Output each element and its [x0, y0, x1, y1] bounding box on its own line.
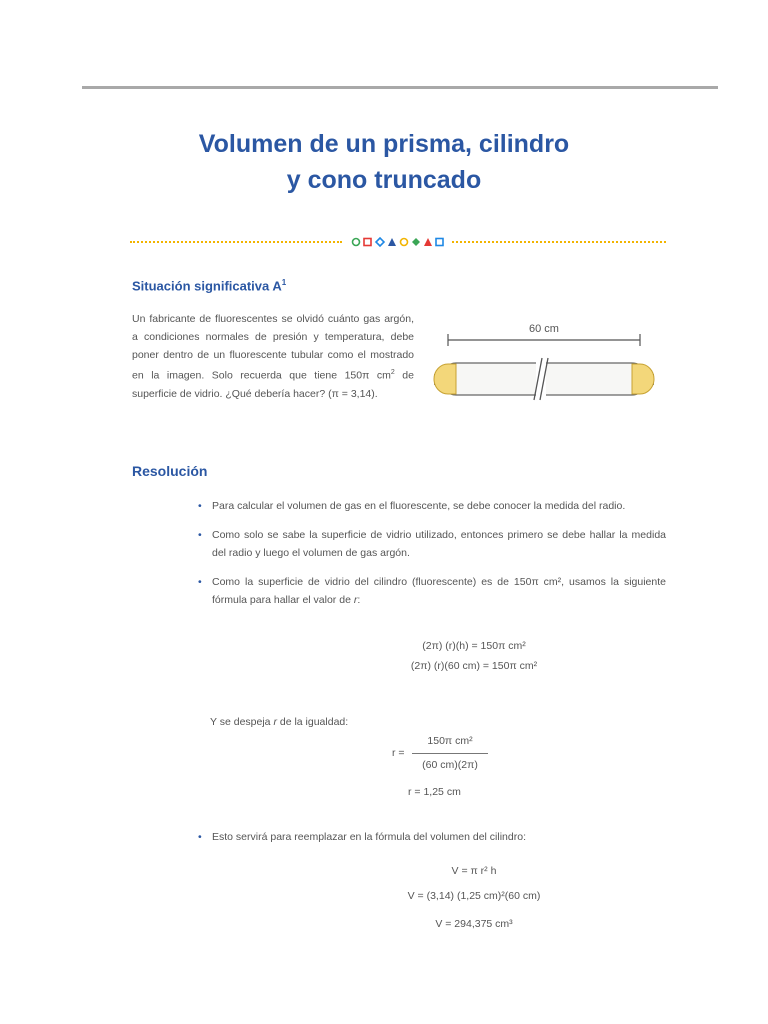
- tube-cap-left: [434, 364, 456, 394]
- fraction-denominator: (60 cm)(2π): [422, 759, 478, 771]
- radius-fraction: [392, 735, 492, 775]
- circle-icon: [353, 239, 360, 246]
- tube-cap-right: [632, 364, 654, 394]
- situacion-heading: [132, 278, 286, 293]
- decorative-shapes: [350, 236, 446, 248]
- diamond-icon: [376, 238, 384, 246]
- fluorescent-tube-figure: [428, 318, 658, 408]
- list-item: • Como solo se sabe la superficie de vidrio utilizado, entonces primero se debe hallar la medida del radio y luego el volumen de gas argón.: [196, 526, 666, 562]
- despeja-text: Y se despeja: [210, 716, 274, 728]
- bullet3-text: Como la superficie de vidrio del cilindro (fluorescente) es de 150π cm², usamos la siguiente fórmula para hallar el valor de: [212, 576, 666, 606]
- situacion-text-sup: 2: [390, 369, 395, 376]
- volume-result: V = 294,375 cm³: [435, 918, 513, 930]
- list-item: • Para calcular el volumen de gas en el fluorescente, se debe conocer la medida del radio.: [196, 497, 666, 515]
- situacion-paragraph: [132, 310, 414, 403]
- square-icon: [364, 239, 371, 246]
- dotted-line-left: [130, 241, 342, 243]
- top-rule: [82, 86, 718, 89]
- bullet3-end: :: [357, 594, 361, 606]
- square-icon: [436, 239, 443, 246]
- equation-1: (2π) (r)(h) = 150π cm²: [422, 640, 526, 652]
- title-line-2: y cono truncado: [286, 166, 482, 194]
- triangle-icon: [388, 238, 396, 246]
- fraction-numerator: 150π cm²: [427, 735, 473, 747]
- section-divider: [130, 236, 666, 248]
- fraction-lhs: r =: [392, 747, 405, 759]
- dimension-label: 60 cm: [529, 323, 559, 335]
- fraction-bar: [412, 753, 488, 754]
- volume-formula: V = π r² h: [451, 865, 497, 877]
- title-line-1: Volumen de un prisma, cilindro: [198, 130, 570, 158]
- volume-substitution: V = (3,14) (1,25 cm)²(60 cm): [407, 890, 541, 902]
- resolucion-heading: Resolución: [132, 463, 208, 479]
- circle-icon: [401, 239, 408, 246]
- diamond-icon: [412, 238, 420, 246]
- situacion-text-2: de superficie de vidrio. ¿Qué debería hacer? (π = 3,14).: [132, 369, 414, 400]
- situacion-heading-text: Situación significativa A: [132, 278, 282, 294]
- situacion-text-1: Un fabricante de fluorescentes se olvidó cuánto gas argón, a condiciones normales de presión y temperatura, debe poner dentro de un fluorescente tubular como el mostrado en la imagen. Solo recuerda que tiene 150π cm: [132, 313, 414, 382]
- despeja-end: de la igualdad:: [276, 716, 349, 728]
- equation-2: (2π) (r)(60 cm) = 150π cm²: [410, 660, 538, 672]
- bullet3-var: r: [353, 594, 358, 606]
- dotted-line-right: [452, 241, 666, 243]
- radius-result: r = 1,25 cm: [408, 786, 461, 798]
- despeja-var: r: [273, 716, 277, 728]
- list-item: • Esto servirá para reemplazar en la fórmula del volumen del cilindro:: [196, 828, 682, 846]
- triangle-icon: [424, 238, 432, 246]
- list-item: [196, 573, 666, 609]
- despeja-line: [210, 716, 348, 728]
- page-title: [0, 126, 768, 198]
- footnote-marker: 1: [281, 278, 287, 287]
